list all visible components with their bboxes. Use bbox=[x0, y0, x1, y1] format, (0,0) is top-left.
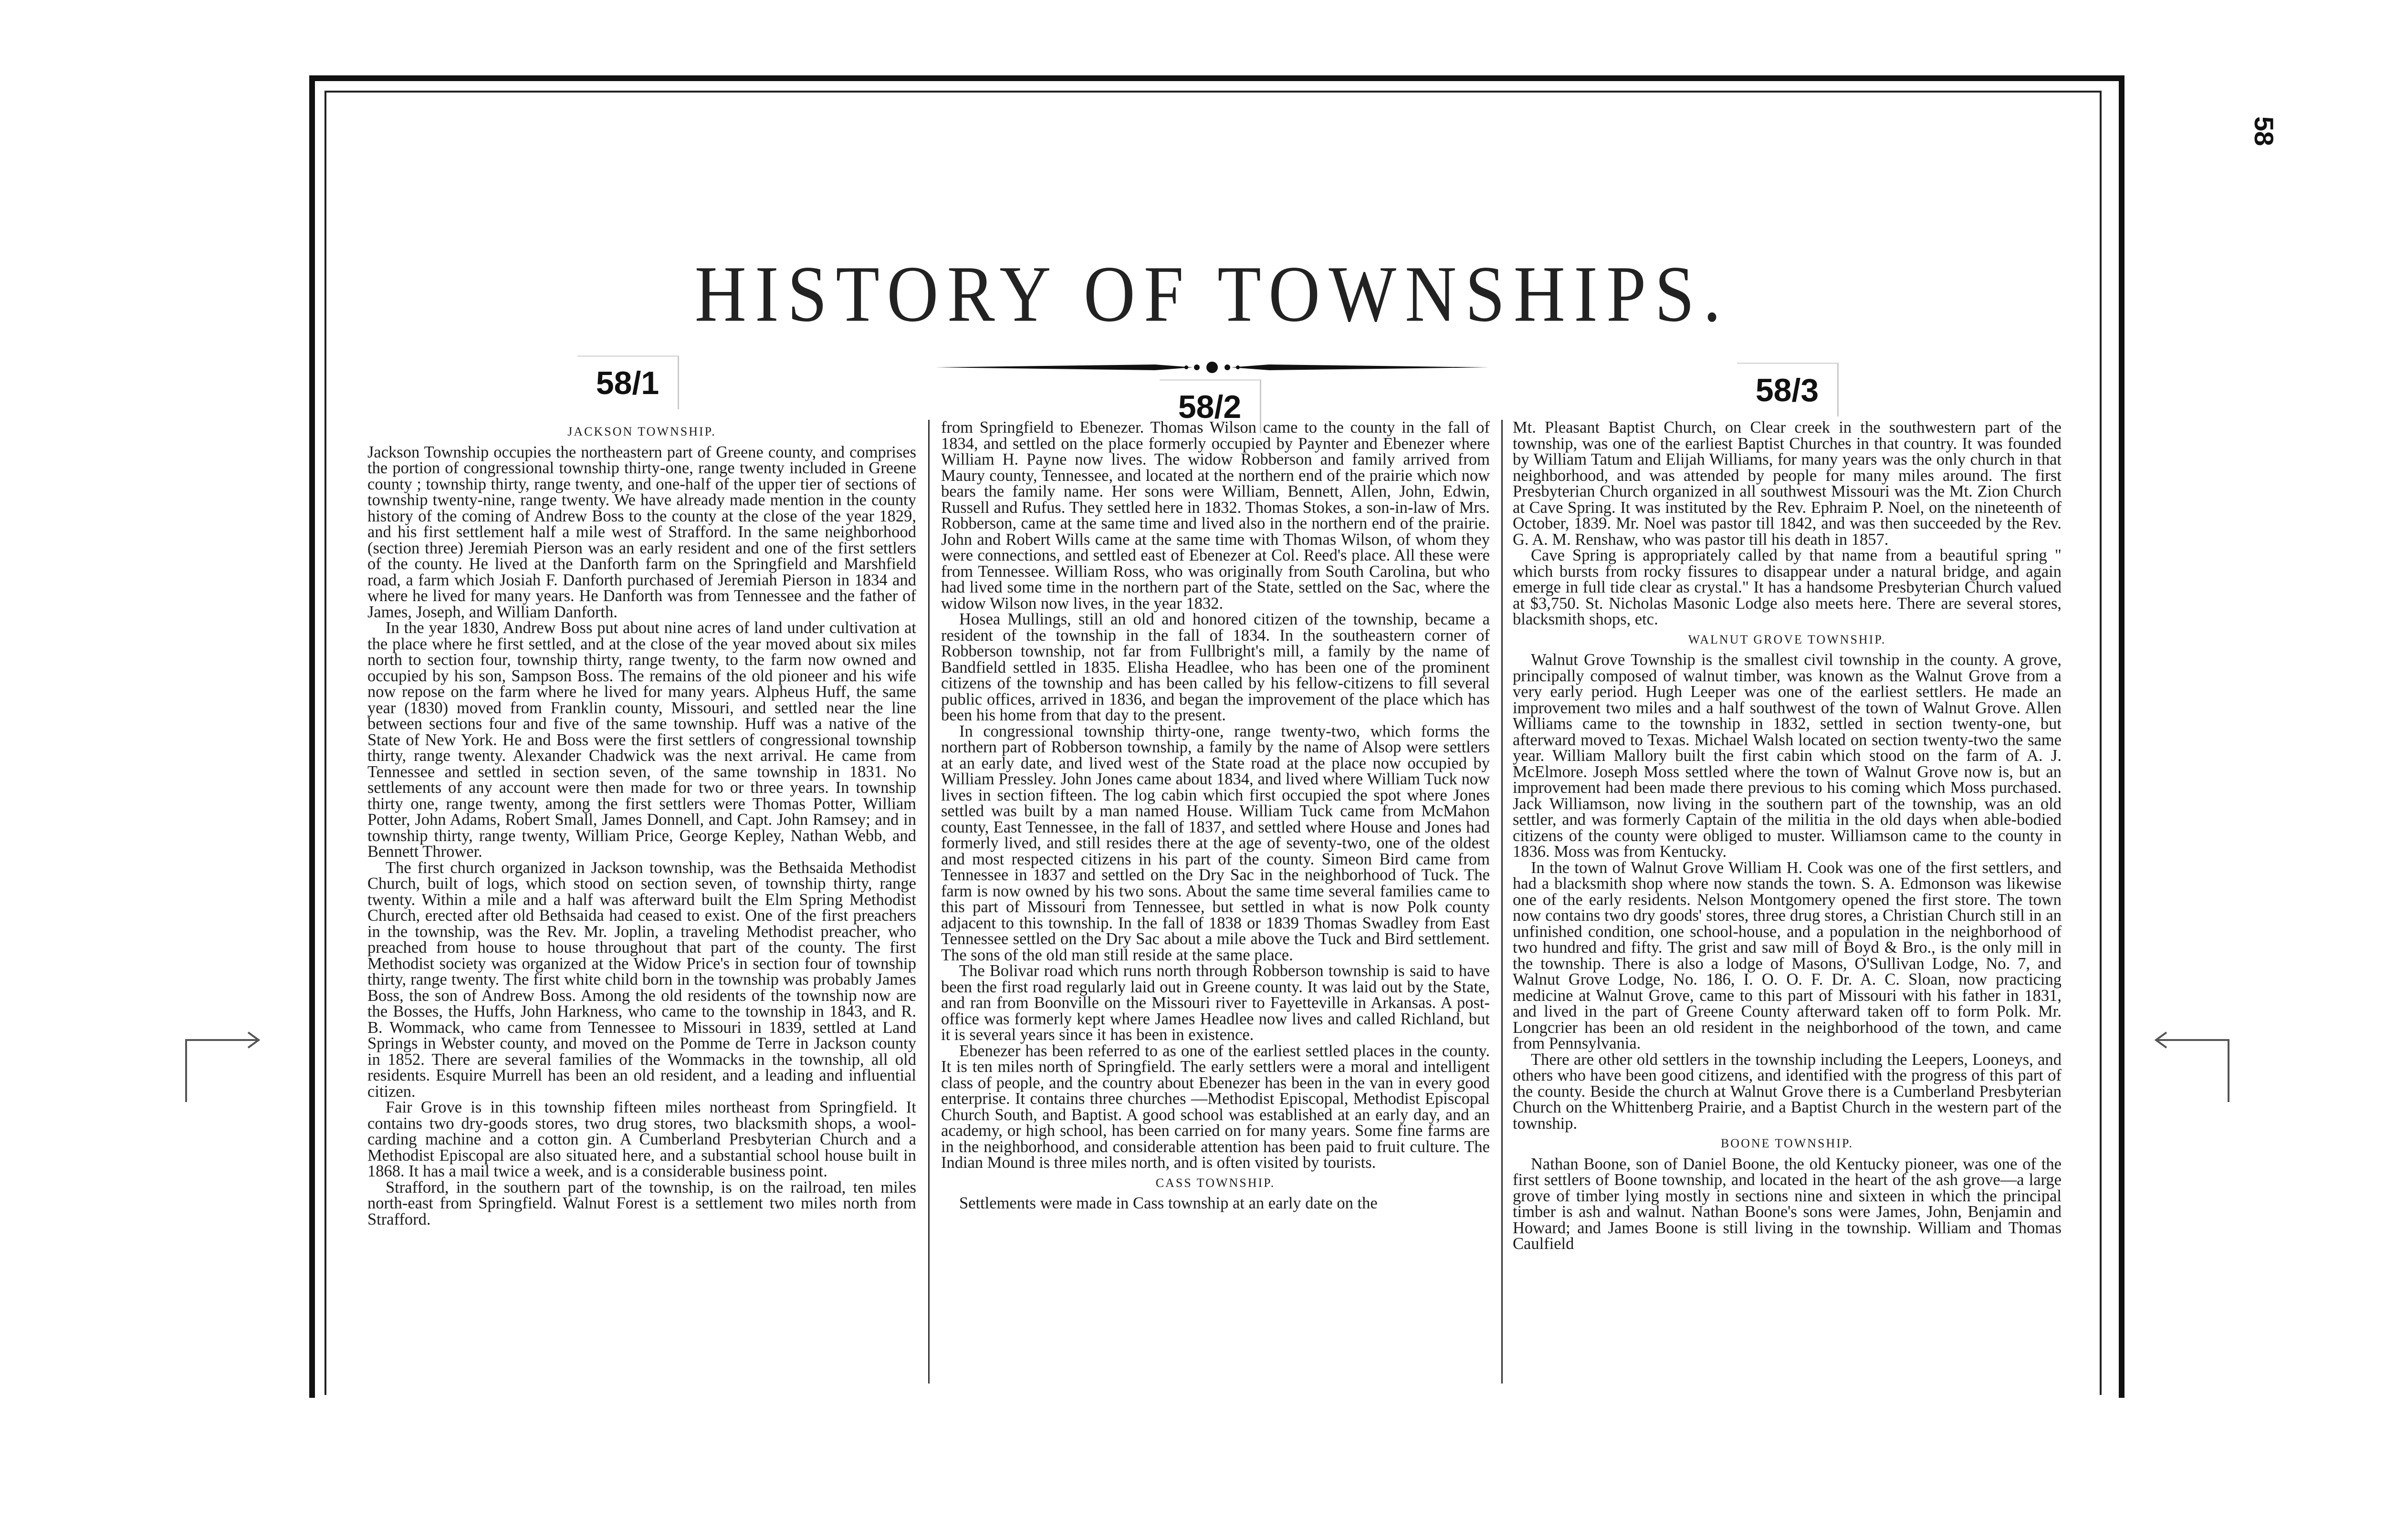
paragraph: In congressional township thirty-one, range twenty-two, which forms the northern part of Robberson township, a family by the name of Alsop were settlers at an early date, and lived west of the State road at the place now occupied by William Pressley. John Jones came about 1834, and lived where William Tuck now lives in section fifteen. The log cabin which first occupied the spot where Jones settled was built by a man named House. William Tuck came from McMahon county, East Tennessee, in the fall of 1837, and settled where House and Jones had formerly lived, and still resides there at the age of seventy-two, one of the oldest and most respected citizens in his part of the county. Simeon Bird came from Tennessee in 1837 and settled on the Dry Sac in the neighborhood of Tuck. The farm is now owned by his two sons. About the same time several families came to this part of Missouri from Tennessee, but settled in what is now Polk county adjacent to this township. In the fall of 1838 or 1839 Thomas Swadley from East Tennessee settled on the Dry Sac about a mile above the Tuck and Bird settlement. The sons of the old man still reside at the same place. bbox=[941, 722, 1490, 964]
paragraph: Cave Spring is appropriately called by that name from a beautiful spring " which bursts from rocky fissures to disappear under a natural bridge, and again emerge in full tide clear as crystal." It has a handsome Presbyterian Church valued at $3,750. St. Nicholas Masonic Lodge also meets here. There are several stores, blacksmith shops, etc. bbox=[1513, 546, 2062, 628]
column-divider bbox=[1501, 420, 1503, 1384]
section-heading: CASS TOWNSHIP. bbox=[1155, 1176, 1276, 1190]
paragraph: Hosea Mullings, still an old and honored citizen of the township, became a resident of the township in the fall of 1834. In the southeastern corner of Robberson township, not far from Fullbright's mill, a family by the name of Bandfield settled in 1835. Elisha Headlee, who has been one of the prominent citizens of the township and has been called by his fellow-citizens to fill several public offices, arrived in 1836, and began the improvement of the place which has been his home from that day to the present. bbox=[941, 610, 1490, 724]
column-divider bbox=[928, 420, 930, 1384]
paragraph: In the town of Walnut Grove William H. Cook was one of the first settlers, and had a blacksmith shop where now stands the town. S. A. Edmonson was likewise one of the early residents. Nelson Montgomery opened the first store. The town now contains two dry goods' stores, three drug stores, a Christian Church still in an unfinished condition, one school-house, and a population in the neighborhood of two hundred and fifty. The grist and saw mill of Boyd & Bro., is the only mill in the township. There is also a lodge of Masons, O'Sullivan Lodge, No. 7, and Walnut Grove Lodge, No. 186, I. O. O. F. Dr. A. C. Sloan, now practicing medicine at Walnut Grove, came to this part of Missouri with his father in 1831, and lived in the part of Greene County afterward taken off to form Polk. Mr. Longcrier has been an old resident in the neighborhood of the town, and came from Pennsylvania. bbox=[1513, 858, 2062, 1052]
paragraph: from Springfield to Ebenezer. Thomas Wilson came to the county in the fall of 1834, and settled on the place formerly occupied by Paynter and Ebenezer where William H. Payne now lives. The widow Robberson and family arrived from Maury county, Tennessee, and located at the northern end of the prairie which now bears the family name. Her sons were William, Bennett, Allen, John, Edwin, Russell and Rufus. They settled here in 1832. Thomas Stokes, a son-in-law of Mrs. Robberson, came at the same time and lived also in the northern end of the prairie. John and Robert Wills came at the same time with Thomas Wilson, of whom they were connections, and settled east of Ebenezer at Col. Reed's place. All these were from Tennessee. William Ross, who was originally from South Carolina, but who had lived some time in the northern part of the State, settled on the Sac, where the widow Wilson now lives, in the year 1832. bbox=[941, 420, 1490, 613]
paragraph: Strafford, in the southern part of the township, is on the railroad, ten miles north-east from Springfield. Walnut Forest is a settlement two miles north from Strafford. bbox=[367, 1178, 916, 1228]
paragraph: Walnut Grove Township is the smallest civil township in the county. A grove, principally composed of walnut timber, was known as the Walnut Grove from a very early period. Hugh Leeper was one of the earliest settlers. He made an improvement two miles and a half southwest of the town of Walnut Grove. Allen Williams came to the township in 1832, settled in section twenty-one, but afterward moved to Texas. Michael Walsh located on section twenty-two the same year. William Mallory built the first cabin which stood on the farm of A. J. McElmore. Joseph Moss settled where the town of Walnut Grove now is, but an improvement had been made there previous to his coming which Moss purchased. Jack Williamson, now living in the southern part of the township, was an old settler, and was formerly Captain of the militia in the old days when able-bodied citizens of the county were obliged to muster. Williamson came to the county in 1836. Moss was from Kentucky. bbox=[1513, 651, 2062, 861]
paragraph: The first church organized in Jackson township, was the Bethsaida Methodist Church, built of logs, which stood on section seven, of township thirty, range twenty. Within a mile and a half was afterward built the Elm Spring Methodist Church, erected after old Bethsaida had ceased to exist. One of the first preachers in the township, was the Rev. Mr. Joplin, a traveling Methodist preacher, who preached from house to house throughout that part of the county. The first Methodist society was organized at the Widow Price's in section four of township thirty, range twenty. The first white child born in the township was probably James Boss, the son of Andrew Boss. Among the old residents of the township now are the Bosses, the Huffs, John Harkness, who came to the township in 1843, and R. B. Wommack, who came from Tennessee to Missouri in 1839, settled at Land Springs in Webster county, and moved on the Pomme de Terre in Jackson county in 1852. There are several families of the Wommacks in the township, all old residents. Esquire Murrell has been an old resident, and a leading and influential citizen. bbox=[367, 858, 916, 1101]
section-label-3: 58/3 bbox=[1737, 363, 1839, 416]
column-1 bbox=[367, 420, 916, 1384]
paragraph: In the year 1830, Andrew Boss put about nine acres of land under cultivation at the place where he first settled, and at the close of the year moved about six miles north to section four, township thirty, range twenty, to the farm now owned and occupied by his son, Sampson Boss. The remains of the old pioneer and his wife now repose on the farm where he lived for many years. Alpheus Huff, the same year (1830) moved from Franklin county, Missouri, and settled near the line between sections four and five of the same township. Huff was a native of the State of New York. He and Boss were the first settlers of congressional township thirty, range twenty. Alexander Chadwick was the next arrival. He came from Tennessee and settled in section seven, of the same township in 1831. No settlements of any account were then made for two or three years. In township thirty one, range twenty, among the first settlers were Thomas Potter, William Potter, John Adams, Robert Small, James Donnell, and Capt. John Ramsey; and in township thirty, range twenty, William Price, George Kepley, Nathan Webb, and Bennett Thrower. bbox=[367, 619, 916, 861]
section-heading: WALNUT GROVE TOWNSHIP. bbox=[1688, 632, 1886, 646]
paragraph: The Bolivar road which runs north through Robberson township is said to have been the first road regularly laid out in Greene county. It was laid out by the State, and ran from Boonville on the Missouri river to Fayetteville in Arkansas. A post-office was formerly kept where James Headlee now lives and called Richland, but it is several years since it has been in existence. bbox=[941, 962, 1490, 1044]
paragraph: Ebenezer has been referred to as one of the earliest settled places in the county. It is ten miles north of Springfield. The early settlers were a moral and intelligent class of people, and the country about Ebenezer has been in the van in every good enterprise. It contains three churches —Methodist Episcopal, Methodist Episcopal Church South, and Baptist. A good school was established at an early day, and an academy, or high school, has been carried on for many years. Some fine farms are in the neighborhood, and considerable attention has been paid to fruit culture. The Indian Mound is three miles north, and is often visited by tourists. bbox=[941, 1041, 1490, 1172]
section-heading: BOONE TOWNSHIP. bbox=[1720, 1136, 1854, 1150]
paragraph: Fair Grove is in this township fifteen miles northeast from Springfield. It contains two dry-goods stores, two drug stores, two blacksmith shops, a wool-carding machine and a cotton gin. A Cumberland Presbyterian Church and a Methodist Episcopal are also situated here, and a substantial school house built in 1868. It has a mail twice a week, and is a considerable business point. bbox=[367, 1098, 916, 1180]
section-label-1: 58/1 bbox=[577, 355, 679, 409]
title-ornament bbox=[935, 353, 1489, 382]
bracket-arrow-right bbox=[2138, 1011, 2233, 1107]
paragraph: Mt. Pleasant Baptist Church, on Clear creek in the southwestern part of the township, was one of the earliest Baptist Churches in that country. It was founded by William Tatum and Elijah Williams, for many years was the only church in that neighborhood, and was attended by people for many miles around. The first Presbyterian Church organized in all southwest Missouri was the Mt. Zion Church at Cave Spring. It was instituted by the Rev. Ephraim P. Noel, on the nineteenth of October, 1839. Mr. Noel was pastor till 1842, and was then succeeded by the Rev. G. A. M. Renshaw, who was pastor till his death in 1857. bbox=[1513, 420, 2062, 549]
paragraph: Jackson Township occupies the northeastern part of Greene county, and comprises the portion of congressional township thirty-one, range twenty included in Greene county ; township thirty, range twenty, and one-half of the upper tier of sections of township twenty-nine, range twenty. We have already made mention in the county history of the coming of Andrew Boss to the county at the close of the year 1829, and his first settlement half a mile west of Strafford. In the same neighborhood (section three) Jeremiah Pierson was an early resident and one of the first settlers of the county. He lived at the Danforth farm on the Springfield and Marshfield road, a farm which Josiah F. Danforth purchased of Jeremiah Pierson in 1834 and where he lived for many years. He Danforth was from Tennessee and the father of James, Joseph, and William Danforth. bbox=[367, 443, 916, 621]
column-2 bbox=[941, 420, 1490, 1384]
page-title: HISTORY OF TOWNSHIPS. bbox=[694, 250, 1730, 339]
section-heading: JACKSON TOWNSHIP. bbox=[567, 425, 716, 438]
column-3 bbox=[1513, 420, 2062, 1384]
page-number: 58 bbox=[2249, 116, 2280, 146]
section-label-2: 58/2 bbox=[1160, 379, 1261, 433]
paragraph: There are other old settlers in the township including the Leepers, Looneys, and others who have been good citizens, and identified with the progress of this part of the county. Beside the church at Walnut Grove there is a Cumberland Presbyterian Church on the Whittenberg Prairie, and a Baptist Church in the western part of the township. bbox=[1513, 1050, 2062, 1133]
paragraph: Settlements were made in Cass township at an early date on the bbox=[959, 1194, 1378, 1212]
bracket-arrow-left bbox=[181, 1011, 277, 1107]
paragraph: Nathan Boone, son of Daniel Boone, the old Kentucky pioneer, was one of the first settlers of Boone township, and located in the heart of the ash grove—a large grove of timber lying mostly in sections nine and sixteen in which the principal timber is ash and walnut. Nathan Boone's sons were James, John, Benjamin and Howard; and James Boone is still living in the township. William and Thomas Caulfield bbox=[1513, 1155, 2062, 1253]
